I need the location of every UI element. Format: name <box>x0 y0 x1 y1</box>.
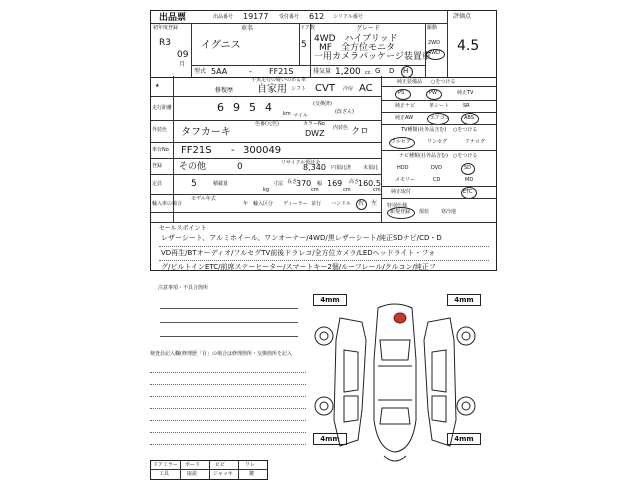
car-name-label: 車名 <box>241 25 254 32</box>
legend-h3: ピピ <box>215 462 226 468</box>
equipment-note: ○をつける <box>431 79 456 85</box>
handle-left: 左 <box>371 200 378 207</box>
grade-label: グレード <box>356 25 381 32</box>
dim-w-unit: cm <box>343 187 351 193</box>
legend-v3: ジャッキ <box>213 471 233 477</box>
recycle-value: 8,340 <box>303 163 326 172</box>
navi-hdd: HDD <box>397 165 409 171</box>
registration-label: 登録 <box>152 163 163 169</box>
etc-label: 純正取付 <box>391 189 412 195</box>
colorno-label: カラーNo <box>303 121 325 127</box>
capacity-label: 定員 <box>152 181 163 187</box>
points-title: セールスポイント <box>159 225 207 232</box>
legend-h4: ワレ <box>245 462 256 468</box>
damage-mark <box>394 313 406 323</box>
car-name: イグニス <box>201 40 241 51</box>
point-line-3: グ/ビルトインETC/前席ステーヒーター/スマートキー2個/ルーフレール/クルコン/純正フ <box>161 263 436 271</box>
tire-rl: 4mm <box>313 433 347 445</box>
equip-leather: 革シート <box>429 103 450 109</box>
shift-value: CVT <box>315 83 335 94</box>
inspector-label: 検査員記入欄(修理歴「有」の場合は修理箇所・交換箇所を記入 <box>150 351 292 357</box>
legend-table <box>150 460 268 480</box>
handle-label: ハンドル <box>331 201 352 207</box>
navi-md: MD <box>465 177 474 183</box>
grade-line-3: 一用カメラパッケージ装置車 <box>314 52 431 62</box>
special-cold: 寒冷地 <box>441 209 457 215</box>
equip-pw: PW <box>429 90 437 96</box>
wheel-lf <box>315 327 333 345</box>
equip-tv: 純正TV <box>457 90 474 96</box>
car-top-view <box>374 304 416 452</box>
details-panel: ★ 不実走行の疑いのある車 修復歴 自家用 シフト CVT 冷房 AC 走行距離 6954 km マイル (交換済) (改ざん) 外装色 タフカーキ 色番(元色) カラーNo DWZ 内装色 クロ 車台No FF21S - 300049 登録 その他 0 リサイクル預託金 8,340 円預託済 未預託 定員 5 積載量 kg 寸法 長さ 370 cm 幅 169 cm 高さ 160.5 cm 輸入車の場合 モデル年式 年 輸入区分 ディーラー 並行 ハンドル 右 左 純正装備品 ○をつける PS PW 純正TV 純正ナビ 革シート SR 純正AW エアコン ABS TV種類(社外品含む) ○をつける フルセグ ワンセグ アナログ ナビ種類(社外品含む) ○をつける HDD DVD SD メモリー CD MD 純正取付 ETC 特別仕様 新規登録 現状 寒冷地 セールスポイント レザーシート、アルミホイール、ワンオーナー/4WD/黒レザーシート/純正SDナビ/CD・D VD再生/BTオーディオ/フルセグTV前後ドラレコ/全方位カメラ/LEDヘッドライト・フォ グ/ビルトインETC/前席ステーヒーター/スマートキー2個/ルーフレール/クルコン/純正フ <box>150 76 497 271</box>
tire-fl: 4mm <box>313 294 347 306</box>
wheel-rf <box>457 327 475 345</box>
legend-v1: 工具 <box>159 471 170 477</box>
etc-value: ETC <box>463 189 473 195</box>
ac-value: AC <box>359 83 373 94</box>
mileage-sub: マイル <box>293 113 308 119</box>
remarks-label: 注意事項・不具合箇所 <box>158 285 209 291</box>
chassis-prefix: FF21S <box>181 145 212 156</box>
entry-no-label: 出品番号 <box>213 14 234 20</box>
drive-2wd: 2WD <box>428 40 440 46</box>
score-label: 評価点 <box>453 13 472 20</box>
chassis-no: 300049 <box>243 145 282 156</box>
load-label: 積載量 <box>213 181 229 187</box>
fuel-d: D <box>389 67 395 75</box>
chassis-label: 車台No <box>152 147 169 153</box>
dealer-label: ディーラー <box>283 201 308 207</box>
header-panel: 出品票 出品番号 19177 受付番号 612 シリアル番号 初年度登録 R3 09 月 車名 イグニス ドア数 5 グレード 4WD ハイブリッド MF 全方位モニタ 一用カメラパッケージ装置車 駆動 2WD 4WD 型式 5AA - FF21S 排気量 1,200 cc G D H 評価点 4.5 <box>150 10 497 78</box>
import-cat-label: 輸入区分 <box>253 201 274 207</box>
dims-label: 寸法 <box>273 181 284 187</box>
interior-value: クロ <box>351 127 370 137</box>
car-right-side <box>424 318 456 446</box>
repair-label: 修復歴 <box>215 87 234 94</box>
exterior-value: タフカーキ <box>181 127 231 138</box>
point-line-1: レザーシート、アルミホイール、ワンオーナー/4WD/黒レザーシート/純正SDナビ/CD・D <box>161 234 442 242</box>
mileage-label: 走行距離 <box>152 105 173 111</box>
recycle-unit: 円預託済 <box>331 165 352 171</box>
equipment-title: 純正装備品 <box>397 79 423 85</box>
navi-memory: メモリー <box>395 177 416 183</box>
color-no-value: DWZ <box>305 129 325 138</box>
score-value: 4.5 <box>457 38 480 54</box>
year-num: 09 <box>177 50 189 60</box>
equip-ps: PS <box>398 90 405 96</box>
tv-analog: アナログ <box>465 139 486 145</box>
entry-no: 19177 <box>243 12 269 21</box>
sheet-title: 出品票 <box>159 13 187 23</box>
grade-line-2: MF 全方位モニタ <box>319 43 395 53</box>
special-new: 新規登録 <box>390 209 411 215</box>
ac-label: 冷房 <box>343 86 354 92</box>
wheel-rr <box>457 397 475 415</box>
exterior-label: 外装色 <box>152 127 168 133</box>
tv-fullseg: フルセグ <box>391 139 411 145</box>
dim-h-unit: cm <box>311 187 319 193</box>
mark-label: ★ <box>155 83 160 89</box>
equip-aw: 純正AW <box>395 115 414 121</box>
doors-label: ドア数 <box>300 25 315 31</box>
displacement-label: 排気量 <box>313 68 332 75</box>
equip-ac: エアコン <box>430 115 450 121</box>
car-left-side <box>334 318 366 446</box>
mileage-mark-2: (改ざん) <box>335 109 354 115</box>
point-line-2: VD再生/BTオーディオ/フルセグTV前後ドラレコ/全方位カメラ/LEDヘッドライト・フォ <box>161 249 436 257</box>
year-label: 初年度登録 <box>153 25 179 31</box>
model-prefix: 5AA <box>211 67 228 76</box>
dim-l-value: 160.5 <box>358 179 381 188</box>
unregistered-label: 未預託 <box>363 165 379 171</box>
mileage-unit: km <box>283 111 291 117</box>
dim-h-value: 370 <box>296 179 312 188</box>
usage-small: 不実走行の疑いのある車 <box>251 77 307 83</box>
usage-value: 自家用 <box>257 84 287 95</box>
fuel-h: H <box>403 67 409 75</box>
year-era: R3 <box>159 38 171 48</box>
special-label: 特別仕様 <box>387 203 408 209</box>
special-current: 現状 <box>419 209 430 215</box>
serial-label: シリアル番号 <box>333 14 363 20</box>
navi-dvd: DVD <box>431 165 443 171</box>
import-label: 輸入車の場合 <box>152 201 183 207</box>
navi-sd: SD <box>464 165 472 171</box>
tv-oneseg: ワンセグ <box>427 139 448 145</box>
displacement-unit: cc <box>365 70 371 76</box>
drive-4wd: 4WD <box>428 50 440 56</box>
shift-label: シフト <box>291 86 307 92</box>
model-label: 型式 <box>194 68 207 75</box>
wheel-lr <box>315 397 333 415</box>
interior-label: 内装色 <box>333 125 349 131</box>
tv-label: TV種類(社外品含む) <box>401 127 447 133</box>
legend-v4: 鍵 <box>249 471 255 477</box>
model-year-label: モデル年式 <box>191 196 216 202</box>
legend-v2: 取説 <box>187 471 198 477</box>
color-no-label: 色番(元色) <box>255 121 279 127</box>
seat-no-label: 受付番号 <box>279 14 300 20</box>
seat-no: 612 <box>309 12 325 21</box>
capacity-value: 5 <box>191 179 197 189</box>
dim-w-label: 幅 <box>317 181 323 187</box>
mileage-mark-1: (交換済) <box>313 101 332 107</box>
dim-l-unit: cm <box>373 187 381 193</box>
parallel-label: 並行 <box>311 201 322 207</box>
tire-rr: 4mm <box>447 433 481 445</box>
navi-note: ○をつける <box>453 153 478 159</box>
model-value: FF21S <box>269 67 294 76</box>
displacement-value: 1,200 <box>335 67 361 77</box>
tire-fr: 4mm <box>447 294 481 306</box>
registration-value: その他 <box>179 162 207 172</box>
navi-cd: CD <box>433 177 441 183</box>
mileage-value: 6954 <box>217 101 281 114</box>
navi-label: ナビ種類(社外品含む) <box>399 153 448 159</box>
legend-h1: ドアミラー <box>153 462 178 468</box>
handle-right: 右 <box>358 200 365 207</box>
car-diagram <box>300 300 490 470</box>
equip-sr: SR <box>463 103 470 109</box>
recycle-label: リサイクル預託金 <box>281 160 321 166</box>
dim-l-label: 高さ <box>349 179 360 185</box>
dim-w-value: 169 <box>327 179 343 188</box>
month-label: 月 <box>179 61 186 68</box>
load-unit: kg <box>263 187 270 193</box>
fuel-g: G <box>375 67 381 75</box>
equip-navi: 純正ナビ <box>395 103 416 109</box>
drive-label: 駆動 <box>427 25 438 31</box>
grade-line-1: 4WD ハイブリッド <box>314 34 398 44</box>
year-unit: 年 <box>243 201 249 207</box>
tv-note: ○をつける <box>453 127 478 133</box>
doors-value: 5 <box>301 40 307 50</box>
equip-abs: ABS <box>464 115 474 121</box>
legend-h2: ボード <box>185 462 201 468</box>
dim-h-label: 長さ <box>287 179 298 185</box>
